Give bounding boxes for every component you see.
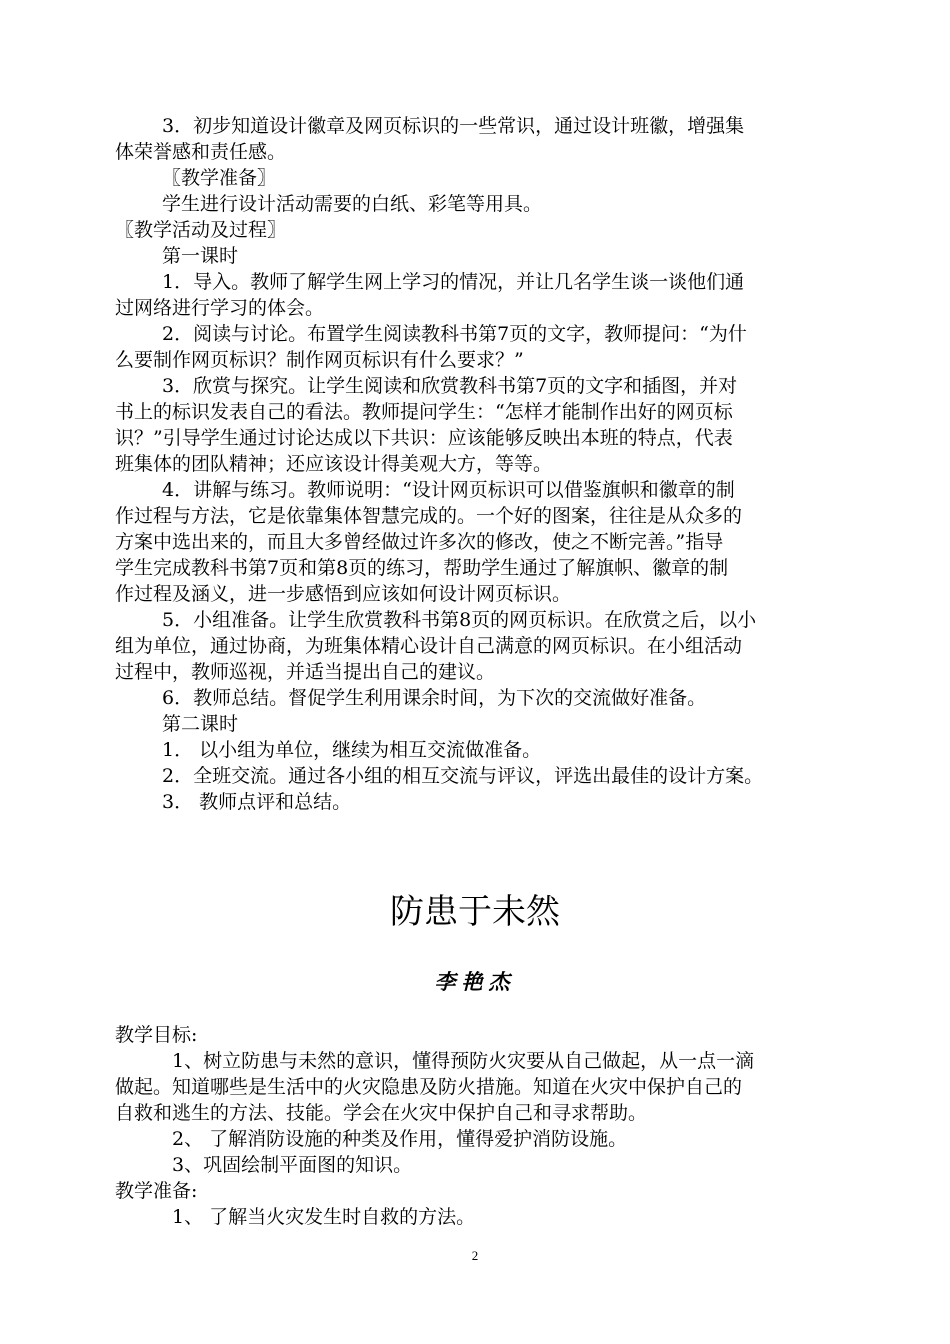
- lesson-title: 防患于未然: [390, 892, 560, 932]
- author-name: 李艳杰: [434, 969, 516, 994]
- paragraph-line: 3．初步知道设计徽章及网页标识的一些常识，通过设计班徽，增强集: [162, 115, 745, 137]
- paragraph-line: 6．教师总结。督促学生利用课余时间，为下次的交流做好准备。: [162, 687, 707, 709]
- paragraph-line: 2、 了解消防设施的种类及作用，懂得爱护消防设施。: [172, 1128, 628, 1150]
- paragraph-line: 1． 以小组为单位，继续为相互交流做准备。: [162, 739, 542, 761]
- paragraph-line: 1、 了解当火灾发生时自救的方法。: [172, 1206, 476, 1228]
- paragraph-line: 3．欣赏与探究。让学生阅读和欣赏教科书第7页的文字和插图，并对: [162, 375, 738, 397]
- lesson-period-heading: 第一课时: [162, 245, 239, 267]
- paragraph-line: 学生完成教科书第7页和第8页的练习，帮助学生通过了解旗帜、徽章的制: [115, 557, 729, 579]
- section-heading: 教学准备:: [115, 1180, 198, 1202]
- page-number: 2: [471, 1248, 479, 1263]
- paragraph-line: 作过程及涵义，进一步感悟到应该如何设计网页标识。: [115, 583, 572, 605]
- paragraph-line: 过网络进行学习的体会。: [115, 297, 325, 319]
- paragraph-line: 3、巩固绘制平面图的知识。: [172, 1154, 413, 1176]
- paragraph-line: 体荣誉感和责任感。: [115, 141, 287, 163]
- paragraph-line: 2．全班交流。通过各小组的相互交流与评议，评选出最佳的设计方案。: [162, 765, 764, 787]
- paragraph-line: 自救和逃生的方法、技能。学会在火灾中保护自己和寻求帮助。: [115, 1102, 648, 1124]
- section-heading: 〖教学活动及过程〗: [115, 219, 287, 241]
- lesson-period-heading: 第二课时: [162, 713, 239, 735]
- paragraph-line: 过程中，教师巡视，并适当提出自己的建议。: [115, 661, 496, 683]
- paragraph-line: 做起。知道哪些是生活中的火灾隐患及防火措施。知道在火灾中保护自己的: [115, 1076, 743, 1098]
- paragraph-line: 识？”引导学生通过讨论达成以下共识：应该能够反映出本班的特点，代表: [115, 427, 733, 449]
- paragraph-line: 4．讲解与练习。教师说明：“设计网页标识可以借鉴旗帜和徽章的制: [162, 479, 735, 501]
- paragraph-line: 3． 教师点评和总结。: [162, 791, 352, 813]
- paragraph-line: 5．小组准备。让学生欣赏教科书第8页的网页标识。在欣赏之后，以小: [162, 609, 757, 631]
- section-heading: 〖教学准备〗: [162, 167, 277, 189]
- paragraph-line: 作过程与方法，它是依靠集体智慧完成的。一个好的图案，往往是从众多的: [115, 505, 743, 527]
- paragraph-line: 2．阅读与讨论。布置学生阅读教科书第7页的文字，教师提问：“为什: [162, 323, 747, 345]
- paragraph-line: 1．导入。教师了解学生网上学习的情况，并让几名学生谈一谈他们通: [162, 271, 745, 293]
- paragraph-line: 学生进行设计活动需要的白纸、彩笔等用具。: [162, 193, 543, 215]
- paragraph-line: 书上的标识发表自己的看法。教师提问学生：“怎样才能制作出好的网页标: [115, 401, 733, 423]
- paragraph-line: 么要制作网页标识？制作网页标识有什么要求？”: [115, 349, 524, 371]
- paragraph-line: 班集体的团队精神；还应该设计得美观大方，等等。: [115, 453, 553, 475]
- paragraph-line: 组为单位，通过协商，为班集体精心设计自己满意的网页标识。在小组活动: [115, 635, 743, 657]
- paragraph-line: 方案中选出来的，而且大多曾经做过许多次的修改，使之不断完善。”指导: [115, 531, 724, 553]
- section-heading: 教学目标:: [115, 1024, 198, 1046]
- paragraph-line: 1、树立防患与未然的意识，懂得预防火灾要从自己做起，从一点一滴: [172, 1050, 755, 1072]
